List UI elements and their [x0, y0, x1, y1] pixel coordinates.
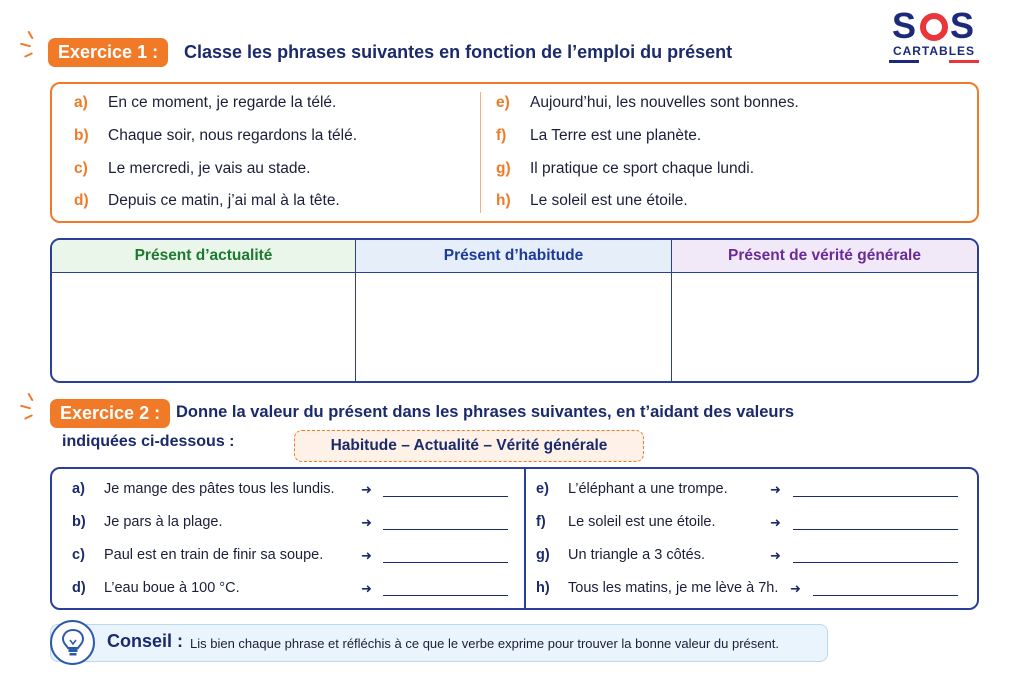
sentence-text: L’éléphant a une trompe. — [568, 481, 728, 497]
sentence-text: Depuis ce matin, j’ai mal à la tête. — [108, 192, 340, 209]
sentence-text: Je pars à la plage. — [104, 514, 223, 530]
exercise1-sentence — [74, 127, 357, 145]
answer-blank[interactable] — [793, 562, 958, 563]
sentence-letter: e) — [496, 94, 510, 111]
sentence-letter: a) — [72, 481, 85, 497]
sentence-text: Paul est en train de finir sa soupe. — [104, 547, 324, 563]
column-divider — [524, 469, 526, 608]
sentence-letter: h) — [496, 192, 511, 209]
exercise2-sentence — [536, 580, 778, 596]
arrow-right-icon: ➜ — [361, 515, 372, 530]
sentence-text: Chaque soir, nous regardons la télé. — [108, 127, 358, 144]
table-cell-verite[interactable] — [672, 273, 977, 381]
exercise1-sentence — [496, 160, 754, 178]
sos-cartables-logo: S S CARTABLES — [884, 8, 984, 63]
table-header-habitude: Présent d’habitude — [356, 240, 671, 273]
sentence-letter: g) — [496, 160, 511, 177]
exercise2-sentence — [536, 514, 716, 530]
exercise2-sentence — [72, 580, 240, 596]
sentence-text: Le mercredi, je vais au stade. — [108, 160, 311, 177]
exercise1-badge: Exercice 1 : — [48, 38, 168, 67]
arrow-right-icon: ➜ — [770, 515, 781, 530]
exercise2-title: Donne la valeur du présent dans les phrases suivantes, en t’aidant des valeurs — [176, 403, 795, 421]
table-column-actualite — [52, 240, 356, 381]
logo-flag — [889, 60, 979, 63]
table-header-actualite: Présent d’actualité — [52, 240, 355, 273]
table-cell-actualite[interactable] — [52, 273, 355, 381]
sentence-text: Le soleil est une étoile. — [530, 192, 688, 209]
answer-blank[interactable] — [793, 529, 958, 530]
arrow-right-icon: ➜ — [790, 581, 801, 596]
sentence-text: Un triangle a 3 côtés. — [568, 547, 706, 563]
sentence-text: L’eau boue à 100 °C. — [104, 580, 240, 596]
sentence-text: En ce moment, je regarde la télé. — [108, 94, 337, 111]
sentence-letter: f) — [536, 514, 546, 530]
sentence-text: Aujourd’hui, les nouvelles sont bonnes. — [530, 94, 799, 111]
values-list: Habitude – Actualité – Vérité générale — [294, 430, 644, 462]
exercise2-sentence — [536, 547, 705, 563]
answer-blank[interactable] — [793, 496, 958, 497]
exercise2-sentence — [72, 547, 323, 563]
arrow-right-icon: ➜ — [770, 548, 781, 563]
exercise2-sentence — [536, 481, 728, 497]
arrow-right-icon: ➜ — [361, 581, 372, 596]
logo-text: CARTABLES — [892, 44, 976, 58]
answer-blank[interactable] — [383, 562, 508, 563]
sentence-letter: c) — [74, 160, 88, 177]
answer-blank[interactable] — [383, 595, 508, 596]
lightbulb-icon — [50, 620, 95, 665]
exercise1-sentence — [496, 192, 688, 210]
exercise1-sentence — [74, 160, 310, 178]
exercise2-badge: Exercice 2 : — [50, 399, 170, 428]
classification-table — [50, 238, 979, 383]
sentence-letter: g) — [536, 547, 550, 563]
sentence-letter: e) — [536, 481, 549, 497]
sentence-text: Il pratique ce sport chaque lundi. — [530, 160, 755, 177]
exercise1-sentence — [496, 94, 799, 112]
exercise2-sentence — [72, 481, 335, 497]
sentence-text: Je mange des pâtes tous les lundis. — [104, 481, 335, 497]
exercise1-sentence — [496, 127, 701, 145]
answer-blank[interactable] — [813, 595, 958, 596]
table-header-verite: Présent de vérité générale — [672, 240, 977, 273]
tip-text: Lis bien chaque phrase et réfléchis à ce que le verbe exprime pour trouver la bonne valeur du présent. — [190, 636, 779, 651]
sentence-letter: d) — [74, 192, 89, 209]
table-column-verite — [672, 240, 977, 381]
sentence-letter: a) — [74, 94, 88, 111]
arrow-right-icon: ➜ — [770, 482, 781, 497]
answer-blank[interactable] — [383, 496, 508, 497]
sentence-letter: c) — [72, 547, 85, 563]
tip-label: Conseil : — [107, 631, 184, 651]
sentence-letter: d) — [72, 580, 86, 596]
sentence-text: La Terre est une planète. — [530, 127, 702, 144]
spark-decoration — [18, 396, 44, 422]
exercise1-sentence — [74, 192, 340, 210]
column-divider — [480, 92, 481, 213]
table-cell-habitude[interactable] — [356, 273, 671, 381]
exercise2-title-line2: indiquées ci-dessous : — [62, 433, 235, 450]
spark-decoration — [18, 34, 44, 60]
sentence-text: Le soleil est une étoile. — [568, 514, 716, 530]
sentence-letter: h) — [536, 580, 550, 596]
arrow-right-icon: ➜ — [361, 548, 372, 563]
sentence-text: Tous les matins, je me lève à 7h. — [568, 580, 779, 596]
exercise2-sentence — [72, 514, 223, 530]
arrow-right-icon: ➜ — [361, 482, 372, 497]
answer-blank[interactable] — [383, 529, 508, 530]
exercise1-sentence — [74, 94, 336, 112]
table-column-habitude — [356, 240, 672, 381]
sentence-letter: f) — [496, 127, 507, 144]
sentence-letter: b) — [72, 514, 86, 530]
lifebuoy-icon — [920, 13, 948, 41]
exercise1-title: Classe les phrases suivantes en fonction de l’emploi du présent — [184, 42, 733, 62]
sentence-letter: b) — [74, 127, 89, 144]
